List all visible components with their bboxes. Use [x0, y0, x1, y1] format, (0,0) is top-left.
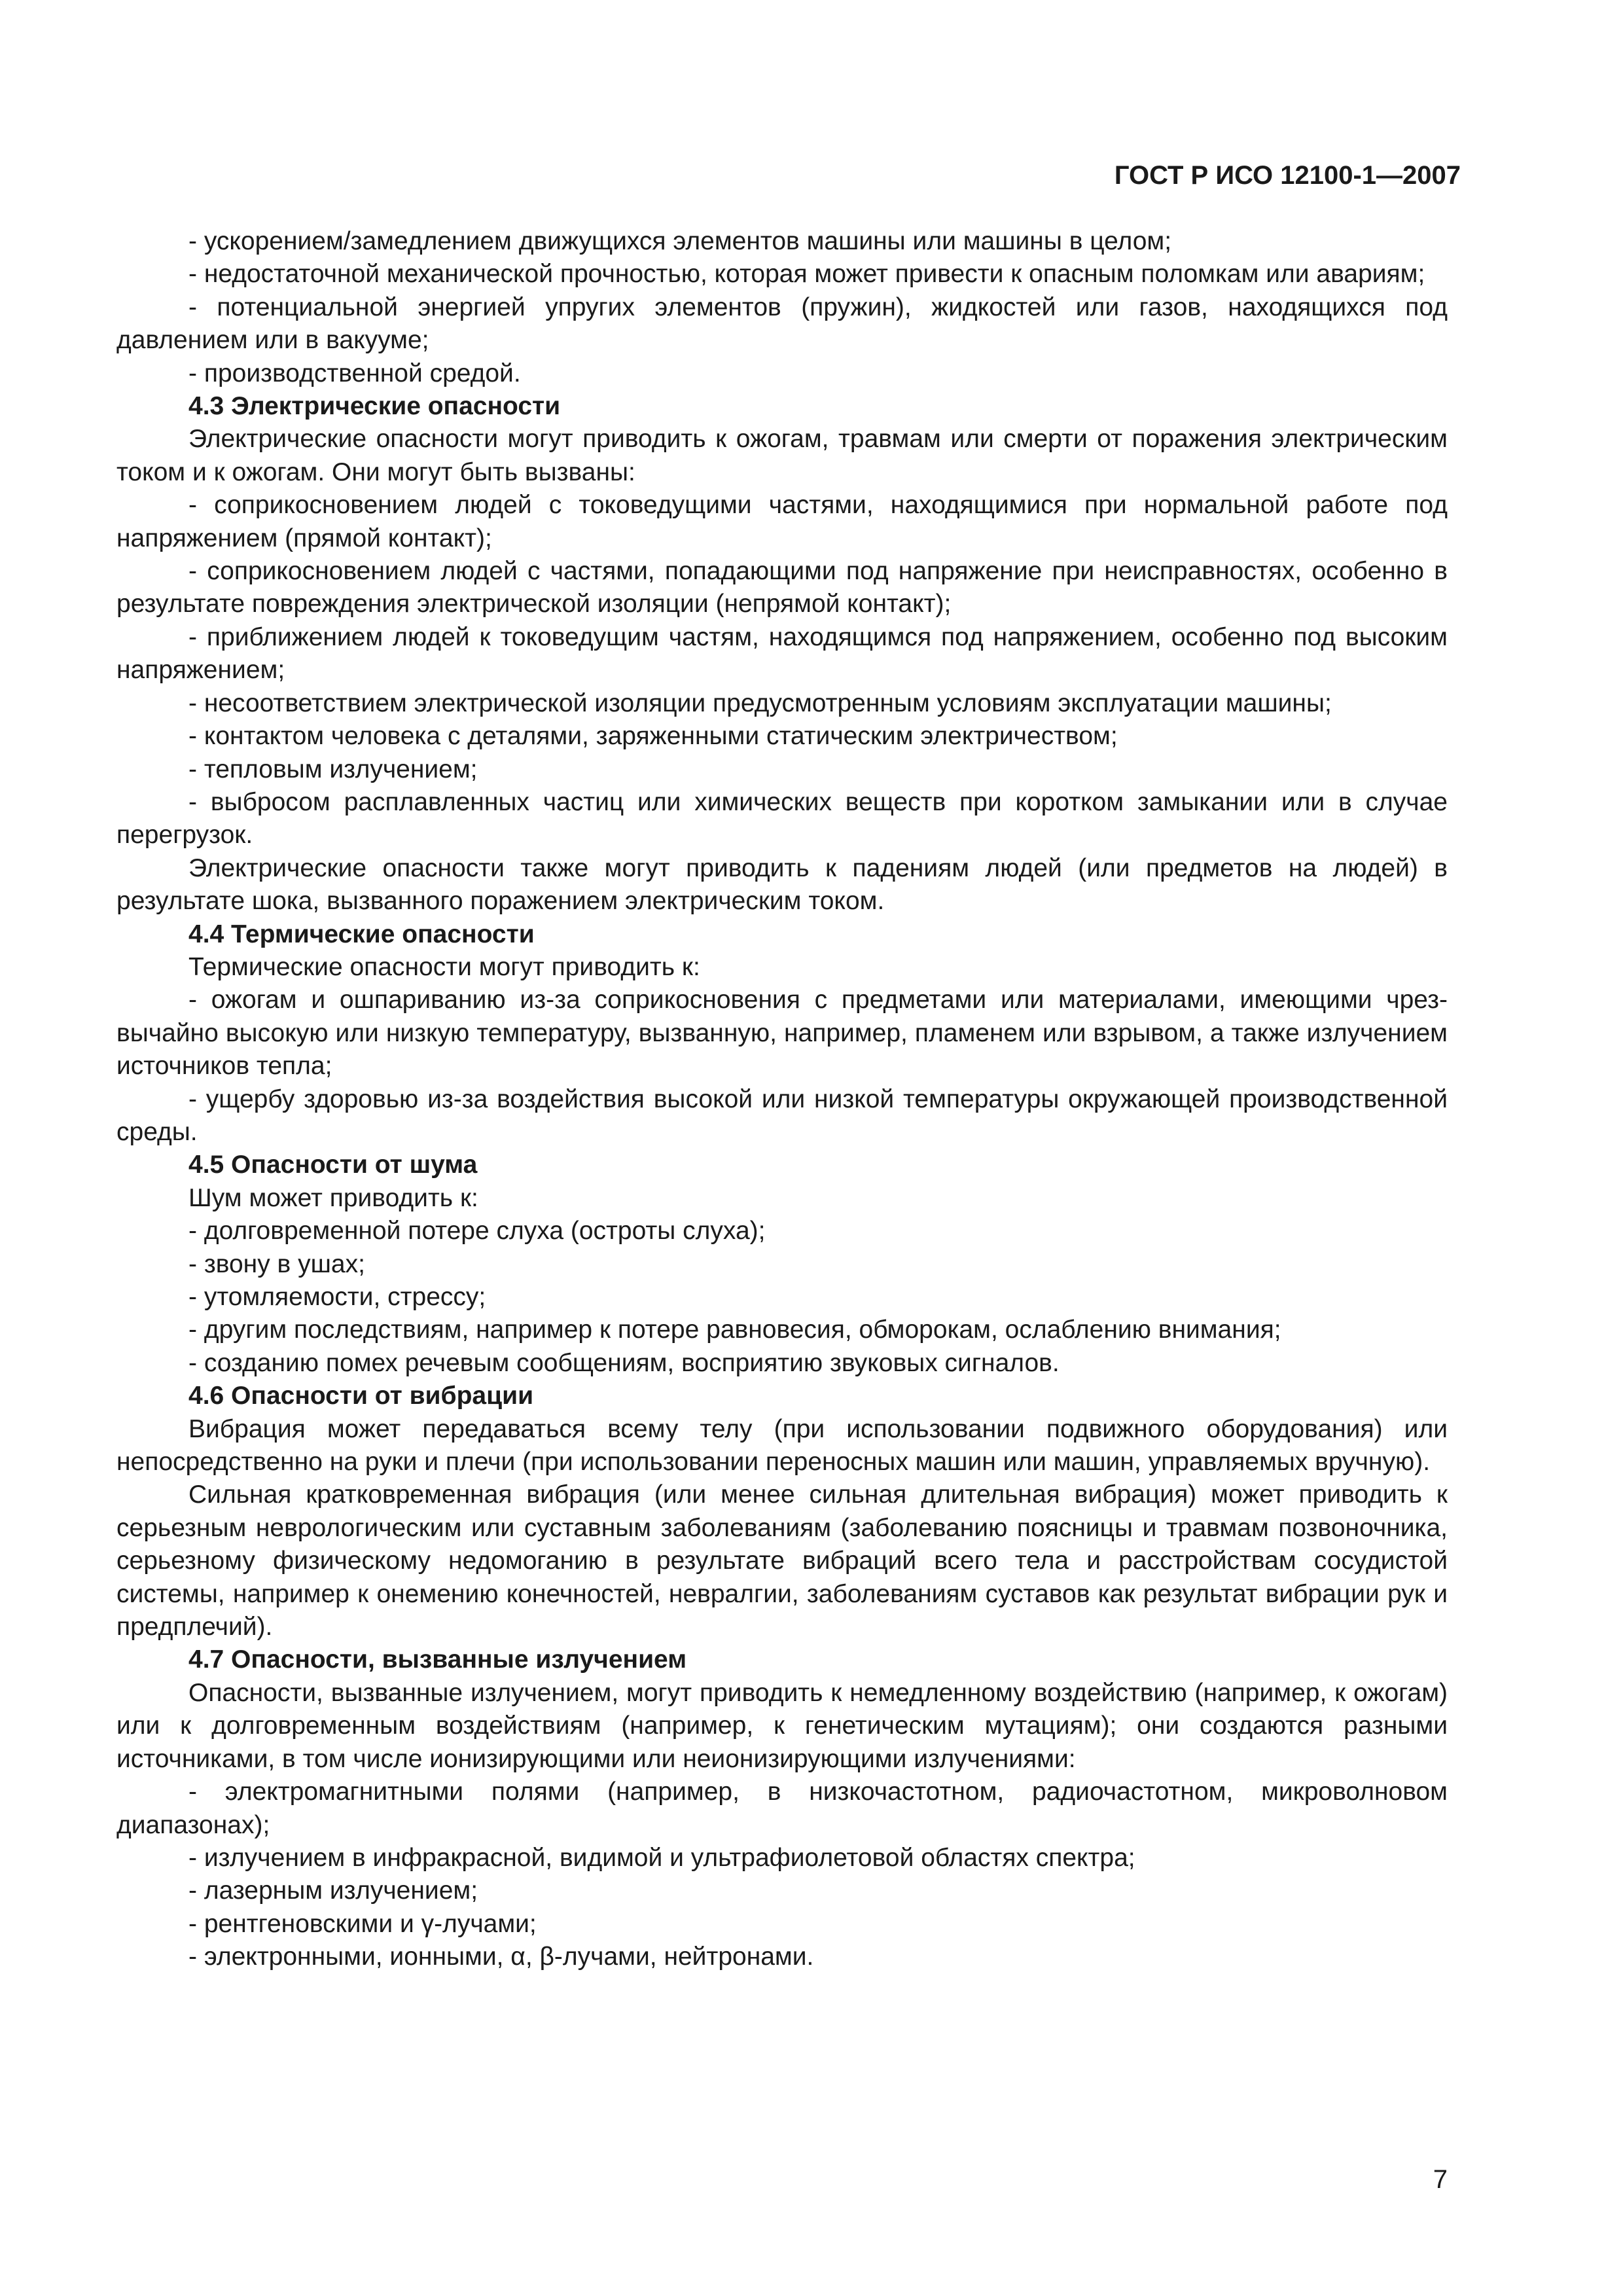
body-paragraph: - электронными, ионными, α, β-лучами, нейтронами. — [188, 1943, 814, 1971]
body-paragraph: Термические опасности могут приводить к: — [188, 952, 700, 981]
section-heading: 4.3 Электрические опасности — [188, 392, 561, 421]
body-paragraph: - соприкосновением людей с частями, попадающими под напряжение при неисправностях, особенно в результате повреждения электрической изоляции (непрямой контакт); — [116, 557, 1448, 619]
body-paragraph: - рентгеновскими и γ-лучами; — [188, 1909, 537, 1938]
body-paragraph: - несоответствием электрической изоляции предусмотренным условиям эксплуатации машины; — [188, 689, 1332, 717]
body-paragraph: - лазерным излучением; — [188, 1876, 478, 1905]
body-paragraph: - долговременной потере слуха (остроты слуха); — [188, 1217, 766, 1246]
standard-code-header: ГОСТ Р ИСО 12100-1—2007 — [1114, 161, 1461, 190]
body-paragraph: - утомляемости, стрессу; — [188, 1283, 486, 1311]
body-paragraph: Электрические опасности также могут приводить к падениям людей (или предметов на людей) в результате шока, вызванного поражением электрическим током. — [116, 853, 1448, 916]
body-paragraph: - ускорением/замедлением движущихся элементов машины или машины в целом; — [188, 227, 1172, 255]
section-heading: 4.4 Термические опасности — [188, 920, 535, 948]
body-paragraph: - ущербу здоровью из-за воздействия высокой или низкой температуры окружающей производственной среды. — [116, 1085, 1448, 1146]
body-paragraph: Шум может приводить к: — [188, 1183, 478, 1212]
section-heading: 4.7 Опасности, вызванные излучением — [188, 1645, 687, 1674]
section-heading: 4.6 Опасности от вибрации — [188, 1382, 534, 1410]
body-paragraph: - электромагнитными полями (например, в низкочастотном, радиочастотном, микроволновом диапазонах); — [116, 1778, 1448, 1839]
section-heading: 4.5 Опасности от шума — [188, 1151, 478, 1179]
body-paragraph: - производственной средой. — [188, 359, 521, 387]
body-paragraph: - тепловым излучением; — [188, 755, 478, 783]
body-paragraph: - контактом человека с деталями, заряженными статическим электричеством; — [188, 722, 1118, 751]
body-paragraph: - соприкосновением людей с токоведущими частями, находящимися при нормальной работе под напряжением (прямой контакт); — [116, 491, 1448, 552]
body-paragraph: - звону в ушах; — [188, 1249, 365, 1278]
body-paragraph: - ожогам и ошпариванию из-за соприкосновения с предметами или материалами, имеющими чрезвычайно высокую или низкую температуру, вызванную, например, пламенем или взрывом, а также излучением источников тепла; — [116, 986, 1448, 1081]
body-paragraph: - другим последствиям, например к потере равновесия, обморокам, ослаблению внимания; — [188, 1316, 1281, 1344]
body-paragraph: - потенциальной энергией упругих элементов (пружин), жидкостей или газов, находящихся под давлением или в вакууме; — [116, 293, 1448, 355]
document-body — [116, 225, 1448, 1974]
body-paragraph: - выбросом расплавленных частиц или химических веществ при коротком замыкании или в случае перегрузок. — [116, 787, 1448, 850]
body-paragraph: Сильная кратковременная вибрация (или менее сильная длительная вибрация) может приводить к серьезным неврологическим или суставным заболеваниям (заболеванию поясницы и травмам позвоночника, серьезному физическому недомоганию в результате вибраций всего тела и расстройствам сосудистой системы, например к онемению конечностей, невралгии, заболеваниям суставов как результат вибрации рук и предплечий). — [116, 1480, 1448, 1641]
body-paragraph: - созданию помех речевым сообщениям, восприятию звуковых сигналов. — [188, 1348, 1060, 1377]
page-number: 7 — [1433, 2165, 1448, 2194]
body-paragraph: Вибрация может передаваться всему телу (при использовании подвижного оборудования) или непосредственно на руки и плечи (при использовании переносных машин или машин, управляемых вручную). — [116, 1414, 1448, 1477]
body-paragraph: Электрические опасности могут приводить к ожогам, травмам или смерти от поражения электрическим током и к ожогам. Они могут быть вызваны: — [116, 425, 1448, 486]
body-paragraph: - приближением людей к токоведущим частям, находящимся под напряжением, особенно под высоким напряжением; — [116, 622, 1448, 685]
body-paragraph: - излучением в инфракрасной, видимой и ультрафиолетовой областях спектра; — [188, 1843, 1135, 1872]
body-paragraph: - недостаточной механической прочностью, которая может привести к опасным поломкам или авариям; — [188, 260, 1425, 289]
body-paragraph: Опасности, вызванные излучением, могут приводить к немедленному воздействию (например, к ожогам) или к долговременным воздействиям (например, к генетическим мутациям); они создаются разными источниками, в том числе ионизирующими или неионизирующими излучениями: — [116, 1678, 1448, 1773]
